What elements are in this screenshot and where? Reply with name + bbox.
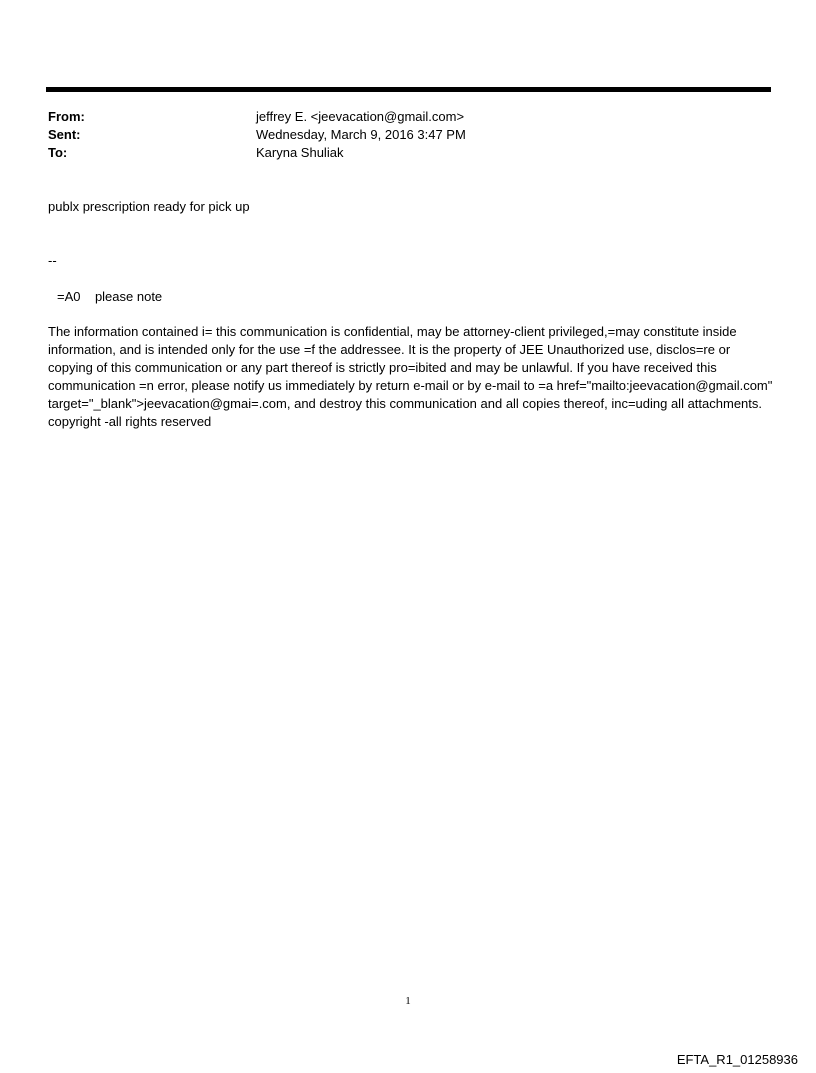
message-body-line: publx prescription ready for pick up bbox=[48, 199, 250, 214]
from-label: From: bbox=[48, 109, 85, 124]
sent-row bbox=[48, 126, 768, 144]
to-value: Karyna Shuliak bbox=[256, 145, 344, 160]
email-header bbox=[48, 108, 768, 162]
document-id: EFTA_R1_01258936 bbox=[676, 1052, 798, 1067]
page-number: 1 bbox=[405, 995, 411, 1007]
confidentiality-disclaimer: The information contained i= this communication is confidential, may be attorney-client privileged,=may constitute inside information, and is intended only for the use =f the addressee. It is the property of JEE Unauthorized use, disclos=re or copying of this communication or any part thereof is strictly pro=ibited and may be unlawful. If you have received this communication =n error, please notify us immediately by return e-mail or by e-mail to =a href="mailto:jeevacation@gmail.com" target="_blank">jeevacation@gmai=.com, and destroy this communication and all copies thereof, inc=uding all attachments. copyright -all rights reserved bbox=[48, 324, 773, 429]
from-row bbox=[48, 108, 768, 126]
sent-value: Wednesday, March 9, 2016 3:47 PM bbox=[256, 127, 466, 142]
signature-separator: -- bbox=[48, 253, 57, 268]
header-divider-rule bbox=[46, 87, 771, 92]
to-row bbox=[48, 144, 768, 162]
sent-label: Sent: bbox=[48, 127, 81, 142]
to-label: To: bbox=[48, 145, 68, 160]
from-value: jeffrey E. <jeevacation@gmail.com> bbox=[256, 109, 465, 124]
please-note-line: =A0 please note bbox=[57, 289, 163, 304]
